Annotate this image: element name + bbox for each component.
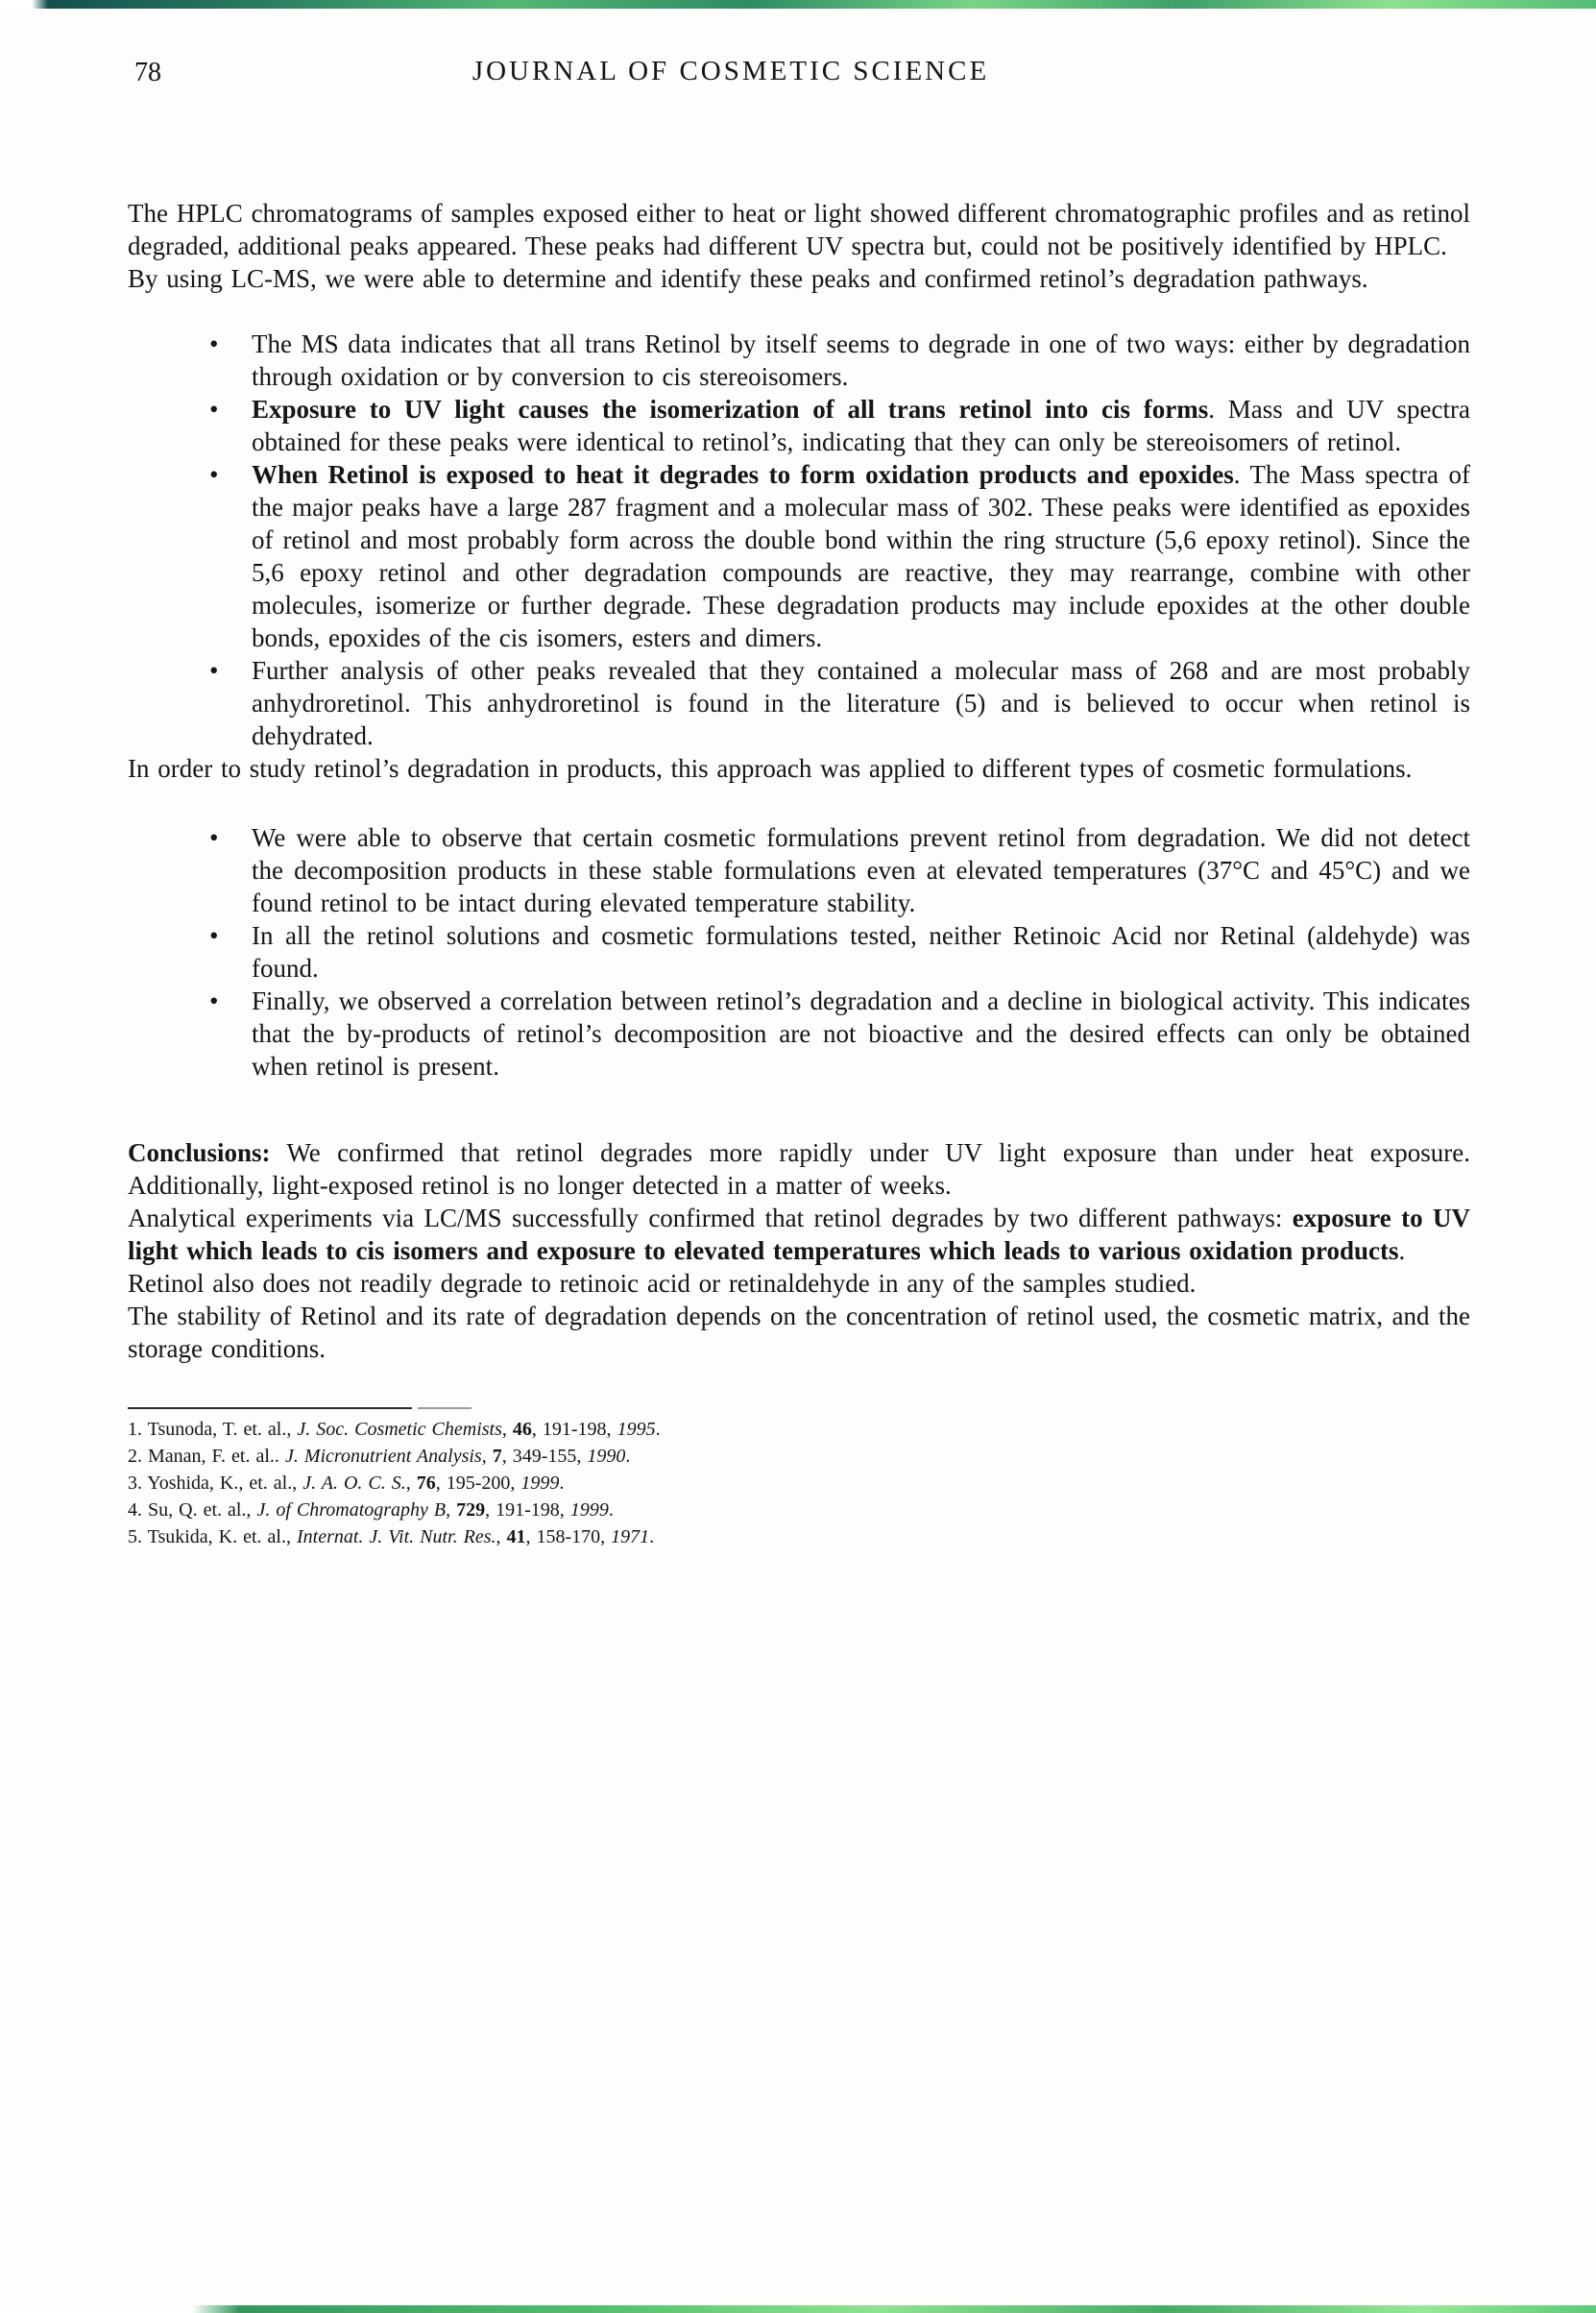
- bullet-icon: •: [209, 986, 219, 1015]
- paragraph: [128, 1136, 1470, 1202]
- footnote-rule-faint: [418, 1407, 472, 1409]
- ref-sep: ,: [481, 1446, 493, 1467]
- footnote-separator: [128, 1407, 1470, 1410]
- paragraph-text: By using LC-MS, we were able to determine and identify these peaks and confirmed retinol’s degradation pathways.: [128, 264, 1368, 293]
- list-item: [128, 919, 1470, 985]
- page-number: 78: [134, 58, 161, 87]
- ref-year: 1990: [587, 1446, 626, 1467]
- paragraph: [128, 197, 1470, 262]
- list-item: [128, 458, 1470, 654]
- journal-header: JOURNAL OF COSMETIC SCIENCE: [472, 56, 990, 86]
- bullet-icon: •: [209, 395, 219, 424]
- list-item: [128, 393, 1470, 458]
- footnote-rule: [128, 1407, 412, 1409]
- paragraph: [128, 262, 1470, 295]
- reference-item: [128, 1443, 1470, 1470]
- bullet-list-analysis: [128, 328, 1470, 752]
- conclusions-section: [128, 1136, 1470, 1365]
- paragraph-text: Analytical experiments via LC/MS successfully confirmed that retinol degrades by two different pathways:: [128, 1204, 1293, 1232]
- ref-journal: Internat. J. Vit. Nutr. Res.: [297, 1526, 496, 1547]
- bullet-icon: •: [209, 823, 219, 852]
- list-item: [128, 985, 1470, 1083]
- references-section: [128, 1407, 1470, 1550]
- ref-journal: J. Soc. Cosmetic Chemists: [297, 1419, 502, 1440]
- scan-edge-top-stripe: [0, 0, 1596, 9]
- paragraph-bold-text: exposure to UV light which leads to cis isomers and exposure to elevated temperatures which leads to various oxidation products: [128, 1204, 1470, 1265]
- reference-item: [128, 1416, 1470, 1443]
- paragraph-text: The stability of Retinol and its rate of degradation depends on the concentration of retinol used, the cosmetic matrix, and the storage conditions.: [128, 1302, 1470, 1363]
- reference-item: [128, 1497, 1470, 1523]
- ref-citation: 5. Tsukida, K. et. al.,: [128, 1526, 297, 1547]
- bullet-plain-text: We were able to observe that certain cosmetic formulations prevent retinol from degradation. We did not detect the decomposition products in these stable formulations even at elevated temperatures (37°C and 45°C) and we found retinol to be intact during elevated temperature stability.: [252, 823, 1470, 917]
- ref-year: 1971: [611, 1526, 650, 1547]
- scan-edge-bottom-stripe: [0, 2305, 1596, 2313]
- ref-pages: , 158-170,: [525, 1526, 612, 1547]
- ref-end: .: [608, 1499, 614, 1521]
- ref-sep: ,: [501, 1419, 513, 1440]
- ref-pages: , 195-200,: [435, 1473, 521, 1494]
- bullet-icon: •: [209, 656, 219, 685]
- bullet-plain-text: Finally, we observed a correlation between retinol’s degradation and a decline in biological activity. This indicates that the by-products of retinol’s decomposition are not bioactive and the desired effects can only be obtained when retinol is present.: [252, 986, 1470, 1081]
- ref-sep: ,: [496, 1526, 507, 1547]
- ref-citation: 2. Manan, F. et. al..: [128, 1446, 285, 1467]
- ref-end: .: [655, 1419, 661, 1440]
- ref-pages: , 349-155,: [501, 1446, 588, 1467]
- bullet-text: [252, 654, 1470, 752]
- bullet-text: [252, 393, 1470, 458]
- bullet-icon: •: [209, 329, 219, 358]
- bullet-plain-text: The MS data indicates that all trans Retinol by itself seems to degrade in one of two ways: either by degradation through oxidation or by conversion to cis stereoisomers.: [252, 329, 1470, 391]
- ref-citation: 1. Tsunoda, T. et. al.,: [128, 1419, 298, 1440]
- bullet-icon: •: [209, 460, 219, 489]
- paragraph-text: The HPLC chromatograms of samples exposed either to heat or light showed different chromatographic profiles and as retinol degraded, additional peaks appeared. These peaks had different UV spectra but, could not be positively identified by HPLC.: [128, 199, 1470, 260]
- ref-end: .: [649, 1526, 655, 1547]
- study-approach-paragraph: [128, 752, 1470, 785]
- list-item: [128, 654, 1470, 752]
- paragraph-text: .: [1398, 1236, 1406, 1265]
- bullet-list-observations: [128, 821, 1470, 1083]
- bullet-icon: •: [209, 921, 219, 950]
- paragraph-text: We confirmed that retinol degrades more rapidly under UV light exposure than under heat exposure. Additionally, light-exposed retinol is no longer detected in a matter of weeks.: [128, 1138, 1470, 1200]
- ref-volume: 729: [456, 1499, 486, 1521]
- ref-year: 1995: [617, 1419, 656, 1440]
- bullet-plain-text: In all the retinol solutions and cosmetic formulations tested, neither Retinoic Acid nor Retinal (aldehyde) was found.: [252, 921, 1470, 983]
- paragraph: [128, 1300, 1470, 1365]
- ref-journal: J. of Chromatography B: [256, 1499, 447, 1521]
- bullet-text: [252, 919, 1470, 985]
- bullet-text: [252, 821, 1470, 919]
- ref-volume: 46: [512, 1419, 532, 1440]
- reference-item: [128, 1470, 1470, 1497]
- paragraph: [128, 1202, 1470, 1267]
- conclusions-label: Conclusions:: [128, 1138, 271, 1167]
- ref-end: .: [625, 1446, 631, 1467]
- paragraph-text: Retinol also does not readily degrade to retinoic acid or retinaldehyde in any of the samples studied.: [128, 1269, 1197, 1298]
- intro-section: [128, 197, 1470, 295]
- ref-year: 1999: [569, 1499, 609, 1521]
- bullet-bold-text: Exposure to UV light causes the isomerization of all trans retinol into cis forms: [252, 395, 1209, 424]
- ref-end: .: [559, 1473, 565, 1494]
- ref-sep: ,: [446, 1499, 457, 1521]
- list-item: [128, 821, 1470, 919]
- paragraph-text: In order to study retinol’s degradation in products, this approach was applied to different types of cosmetic formulations.: [128, 754, 1413, 783]
- ref-citation: 3. Yoshida, K., et. al.,: [128, 1473, 303, 1494]
- ref-year: 1999: [520, 1473, 560, 1494]
- ref-pages: , 191-198,: [531, 1419, 617, 1440]
- ref-pages: , 191-198,: [485, 1499, 570, 1521]
- ref-journal: J. Micronutrient Analysis: [284, 1446, 482, 1467]
- list-item: [128, 328, 1470, 393]
- bullet-text: [252, 985, 1470, 1083]
- paragraph: [128, 1267, 1470, 1300]
- ref-volume: 7: [492, 1446, 502, 1467]
- bullet-text: [252, 328, 1470, 393]
- bullet-plain-text: . The Mass spectra of the major peaks have a large 287 fragment and a molecular mass of 302. These peaks were identified as epoxides of retinol and most probably form across the double bond within the ring structure (5,6 epoxy retinol). Since the 5,6 epoxy retinol and other degradation compounds are reactive, they may rearrange, combine with other molecules, isomerize or further degrade. These degradation products may include epoxides at the other double bonds, epoxides of the cis isomers, esters and dimers.: [252, 460, 1470, 652]
- reference-item: [128, 1523, 1470, 1550]
- ref-citation: 4. Su, Q. et. al.,: [128, 1499, 257, 1521]
- bullet-bold-text: When Retinol is exposed to heat it degrades to form oxidation products and epoxides: [252, 460, 1234, 489]
- bullet-plain-text: . Mass and UV spectra obtained for these peaks were identical to retinol’s, indicating that they can only be stereoisomers of retinol.: [252, 395, 1471, 456]
- ref-sep: ,: [405, 1473, 417, 1494]
- bullet-plain-text: Further analysis of other peaks revealed that they contained a molecular mass of 268 and are most probably anhydroretinol. This anhydroretinol is found in the literature (5) and is believed to occur when retinol is dehydrated.: [252, 656, 1470, 750]
- ref-volume: 76: [416, 1473, 436, 1494]
- ref-journal: J. A. O. C. S.: [302, 1473, 406, 1494]
- document-body: [128, 197, 1470, 1550]
- bullet-text: [252, 458, 1470, 654]
- ref-volume: 41: [506, 1526, 526, 1547]
